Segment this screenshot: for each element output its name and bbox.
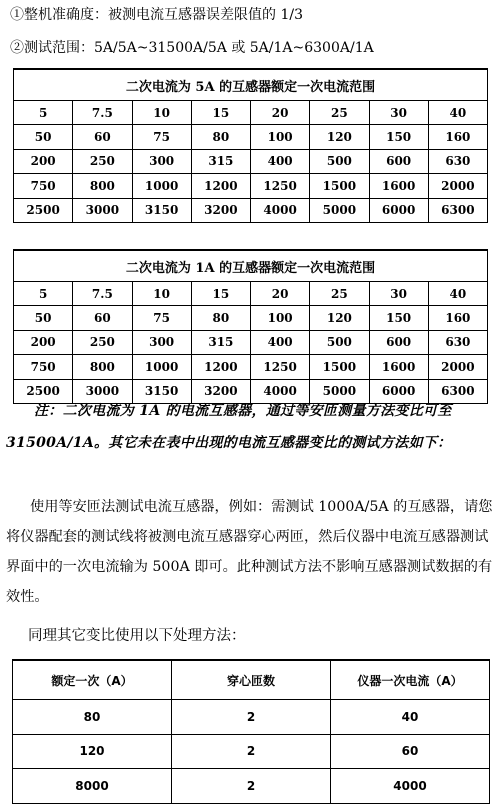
table-cell: 80 xyxy=(13,700,172,735)
table-row xyxy=(14,174,488,198)
table-cell: 750 xyxy=(14,174,73,198)
table-cell: 300 xyxy=(132,149,191,173)
table-cell: 500 xyxy=(310,149,369,173)
table-cell: 60 xyxy=(73,125,132,149)
table-caption: 二次电流为 5A 的互感器额定一次电流范围 xyxy=(14,69,488,101)
table-cell: 60 xyxy=(73,306,132,330)
table-cell: 40 xyxy=(331,700,490,735)
table-cell: 1000 xyxy=(132,174,191,198)
table-cell: 5000 xyxy=(310,198,369,222)
table-cell: 2500 xyxy=(14,379,73,403)
table-cell: 4000 xyxy=(251,379,310,403)
table-cell: 40 xyxy=(428,101,487,125)
table-cell: 5 xyxy=(14,282,73,306)
table-cell: 4000 xyxy=(251,198,310,222)
table-cell: 3150 xyxy=(132,198,191,222)
accuracy-line: ①整机准确度：被测电流互感器误差限值的 1/3 xyxy=(10,7,303,23)
table-row xyxy=(13,734,490,769)
table-cell: 100 xyxy=(251,125,310,149)
column-header: 仪器一次电流（A） xyxy=(331,660,490,700)
table-cell: 150 xyxy=(369,125,428,149)
table-row xyxy=(14,198,488,222)
table-cell: 120 xyxy=(13,734,172,769)
range-line: ②测试范围：5A/5A~31500A/5A 或 5A/1A~6300A/1A xyxy=(10,40,374,56)
table-cell: 250 xyxy=(73,149,132,173)
table-cell: 15 xyxy=(191,282,250,306)
table-cell: 75 xyxy=(132,125,191,149)
table-cell: 80 xyxy=(191,306,250,330)
table-cell: 3150 xyxy=(132,379,191,403)
table-row xyxy=(14,330,488,354)
table-cell: 200 xyxy=(14,149,73,173)
table-cell: 75 xyxy=(132,306,191,330)
column-header: 额定一次（A） xyxy=(13,660,172,700)
table-row xyxy=(14,355,488,379)
table-row xyxy=(13,769,490,804)
table-cell: 6000 xyxy=(369,379,428,403)
table-cell: 3000 xyxy=(73,198,132,222)
table-cell: 5 xyxy=(14,101,73,125)
table-cell: 1600 xyxy=(369,174,428,198)
table-cell: 6300 xyxy=(428,379,487,403)
table-caption: 二次电流为 1A 的互感器额定一次电流范围 xyxy=(14,250,488,282)
table-cell: 80 xyxy=(191,125,250,149)
table-cell: 630 xyxy=(428,330,487,354)
table-row xyxy=(14,149,488,173)
table-5a-range xyxy=(13,68,488,223)
method-intro-line: 同理其它变比使用以下处理方法： xyxy=(28,628,246,644)
table-cell: 4000 xyxy=(331,769,490,804)
table-cell: 1250 xyxy=(251,355,310,379)
table-cell: 10 xyxy=(132,282,191,306)
table-row xyxy=(14,125,488,149)
table-cell: 2000 xyxy=(428,174,487,198)
table-cell: 50 xyxy=(14,125,73,149)
table-cell: 20 xyxy=(251,101,310,125)
table-cell: 100 xyxy=(251,306,310,330)
note-paragraph: 注：二次电流为 1A 的电流互感器，通过等安匝测量方法变比可至 31500A/1A。其它未在表中出现的电流互感器变比的测试方法如下： xyxy=(6,403,452,451)
table-cell: 20 xyxy=(251,282,310,306)
table-cell: 40 xyxy=(428,282,487,306)
table-header-row xyxy=(13,660,490,700)
table-cell: 10 xyxy=(132,101,191,125)
table-cell: 8000 xyxy=(13,769,172,804)
table-cell: 2500 xyxy=(14,198,73,222)
table-cell: 250 xyxy=(73,330,132,354)
table-cell: 5000 xyxy=(310,379,369,403)
column-header: 穿心匝数 xyxy=(172,660,331,700)
table-cell: 3200 xyxy=(191,198,250,222)
table-cell: 500 xyxy=(310,330,369,354)
table-cell: 600 xyxy=(369,330,428,354)
table-cell: 30 xyxy=(369,101,428,125)
table-cell: 400 xyxy=(251,149,310,173)
table-cell: 2 xyxy=(172,769,331,804)
table-cell: 600 xyxy=(369,149,428,173)
table-cell: 1250 xyxy=(251,174,310,198)
table-cell: 800 xyxy=(73,174,132,198)
table-row xyxy=(14,282,488,306)
table-cell: 7.5 xyxy=(73,101,132,125)
table-cell: 800 xyxy=(73,355,132,379)
table-cell: 1200 xyxy=(191,355,250,379)
table-cell: 25 xyxy=(310,282,369,306)
table-cell: 25 xyxy=(310,101,369,125)
table-cell: 3000 xyxy=(73,379,132,403)
table-cell: 50 xyxy=(14,306,73,330)
table-row xyxy=(14,101,488,125)
table-cell: 315 xyxy=(191,330,250,354)
table-row xyxy=(13,700,490,735)
table-cell: 2000 xyxy=(428,355,487,379)
table-cell: 2 xyxy=(172,734,331,769)
table-cell: 6300 xyxy=(428,198,487,222)
table-cell: 160 xyxy=(428,125,487,149)
table-cell: 400 xyxy=(251,330,310,354)
table-cell: 1500 xyxy=(310,174,369,198)
method-paragraph: 使用等安匝法测试电流互感器，例如：需测试 1000A/5A 的互感器，请您将仪器配套的测试线将被测电流互感器穿心两匝，然后仪器中电流互感器测试界面中的一次电流输为 500A 即可。此种测试方法不影响互感器测试数据的有效性。 xyxy=(6,499,493,605)
table-1a-range xyxy=(13,249,488,404)
table-cell: 1200 xyxy=(191,174,250,198)
table-cell: 200 xyxy=(14,330,73,354)
table-cell: 3200 xyxy=(191,379,250,403)
table-cell: 300 xyxy=(132,330,191,354)
table-cell: 60 xyxy=(331,734,490,769)
table-row xyxy=(14,306,488,330)
table-cell: 750 xyxy=(14,355,73,379)
table-cell: 7.5 xyxy=(73,282,132,306)
table-cell: 2 xyxy=(172,700,331,735)
table-cell: 1600 xyxy=(369,355,428,379)
table-cell: 120 xyxy=(310,306,369,330)
table-cell: 150 xyxy=(369,306,428,330)
table-cell: 6000 xyxy=(369,198,428,222)
table-cell: 1000 xyxy=(132,355,191,379)
table-cell: 120 xyxy=(310,125,369,149)
table-cell: 160 xyxy=(428,306,487,330)
table-cell: 315 xyxy=(191,149,250,173)
table-cell: 15 xyxy=(191,101,250,125)
table-cell: 1500 xyxy=(310,355,369,379)
table-cell: 630 xyxy=(428,149,487,173)
ratio-conversion-table xyxy=(12,659,490,804)
table-cell: 30 xyxy=(369,282,428,306)
